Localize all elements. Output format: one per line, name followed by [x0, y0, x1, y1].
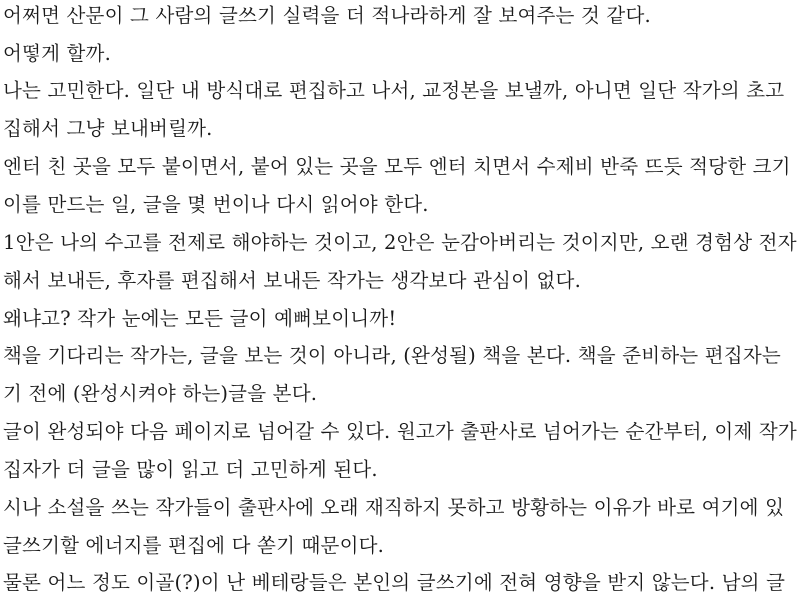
paragraph-line: 글쓰기할 에너지를 편집에 다 쏟기 때문이다.	[3, 534, 385, 557]
paragraph-line: 집자가 더 글을 많이 읽고 더 고민하게 된다.	[3, 458, 378, 481]
paragraph-line: 어떻게 할까.	[3, 42, 111, 65]
paragraph-line: 1안은 나의 수고를 전제로 해야하는 것이고, 2안은 눈감아버리는 것이지만, 오랜 경험상 전자	[3, 231, 797, 254]
paragraph-line: 기 전에 (완성시켜야 하는)글을 본다.	[3, 382, 318, 405]
paragraph-line: 물론 어느 정도 이골(?)이 난 베테랑들은 본인의 글쓰기에 전혀 영향을 받지 않는다. 남의 글	[3, 571, 786, 594]
paragraph-line: 엔터 친 곳을 모두 붙이면서, 붙어 있는 곳을 모두 엔터 치면서 수제비 반죽 뜨듯 적당한 크기	[3, 155, 791, 178]
paragraph-line: 해서 보내든, 후자를 편집해서 보내든 작가는 생각보다 관심이 없다.	[3, 269, 581, 292]
paragraph-line: 집해서 그냥 보내버릴까.	[3, 117, 213, 140]
paragraph-line: 시나 소설을 쓰는 작가들이 출판사에 오래 재직하지 못하고 방황하는 이유가 바로 여기에 있	[3, 496, 785, 519]
paragraph-line: 책을 기다리는 작가는, 글을 보는 것이 아니라, (완성될) 책을 본다. 책을 준비하는 편집자는	[3, 344, 781, 367]
paragraph-line: 어쩌면 산문이 그 사람의 글쓰기 실력을 더 적나라하게 잘 보여주는 것 같다.	[3, 4, 651, 27]
paragraph-line: 이를 만드는 일, 글을 몇 번이나 다시 읽어야 한다.	[3, 193, 429, 216]
paragraph-line: 나는 고민한다. 일단 내 방식대로 편집하고 나서, 교정본을 보낼까, 아니면 일단 작가의 초고	[3, 79, 785, 102]
paragraph-line: 글이 완성되야 다음 페이지로 넘어갈 수 있다. 원고가 출판사로 넘어가는 순간부터, 이제 작가	[3, 420, 797, 443]
paragraph-line: 왜냐고? 작가 눈에는 모든 글이 예뻐보이니까!	[3, 307, 397, 330]
